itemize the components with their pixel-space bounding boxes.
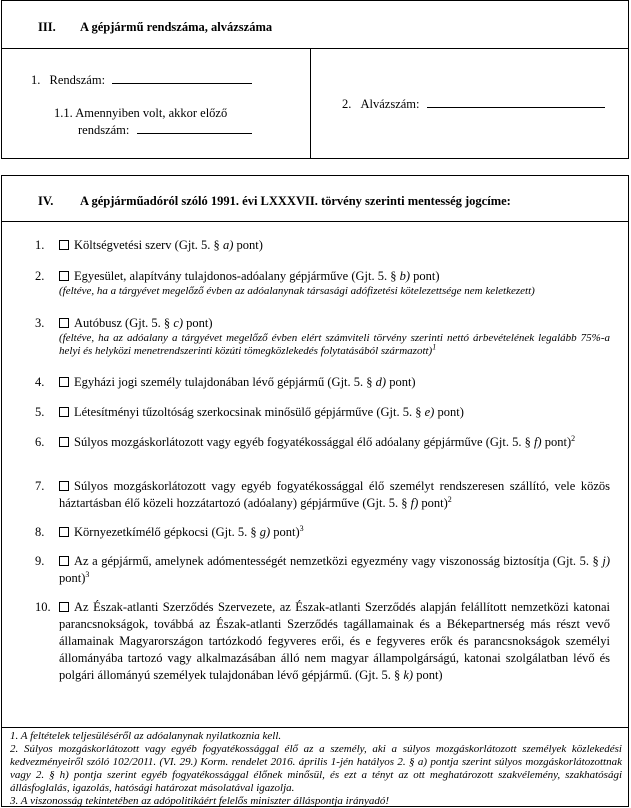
item-suffix: pont) (270, 525, 300, 539)
item-ref: e) (424, 405, 435, 419)
item-number: 3. (35, 316, 45, 330)
item-ref: a) (222, 238, 234, 252)
item-ref: b) (399, 269, 411, 283)
section-3-box (1, 0, 629, 159)
item-text: Környezetkímélő gépkocsi (Gjt. 5. § (74, 525, 257, 539)
item-number: 7. (35, 479, 45, 493)
section-3-title: A gépjármű rendszáma, alvázszáma (80, 20, 273, 34)
item-number: 5. (35, 405, 45, 419)
item-number: 10. (35, 600, 51, 614)
exemption-item[interactable] (35, 599, 610, 684)
item-suffix: pont) (541, 435, 572, 449)
elozo-rendszam-line[interactable] (137, 132, 252, 134)
checkbox[interactable] (59, 481, 69, 491)
item-text: Egyesület, alapítvány tulajdonos-adóalany gépjárműve (Gjt. 5. § (74, 269, 397, 283)
item-text: Az a gépjármű, amelynek adómentességét nemzetközi egyezmény vagy viszonosság biztosítja (Gjt. 5. § (74, 554, 599, 568)
footnote-ref: 3 (299, 523, 304, 533)
item-number: 1. (35, 238, 45, 252)
footnote: 1. A feltételek teljesüléséről az adóalanynak nyilatkoznia kell. (10, 730, 282, 742)
item-text: Súlyos mozgáskorlátozott vagy egyéb fogyatékossággal élő személyt rendszeresen szállító, vele közös háztartásban élő közeli hozzátartozó (adóalany) gépjárműve (Gjt. 5. § (59, 479, 610, 510)
section-3-number: III. (38, 20, 56, 34)
exemption-item[interactable] (35, 268, 610, 298)
item-suffix: pont) (183, 316, 213, 330)
elozo-rendszam-field[interactable] (54, 105, 252, 139)
item-suffix: pont) (410, 269, 440, 283)
footnotes (10, 730, 622, 808)
checkbox[interactable] (59, 407, 69, 417)
footnote: 3. A viszonosság tekintetében az adópolitikáért felelős miniszter álláspontja irányadó! (10, 795, 390, 807)
item-text: Autóbusz (Gjt. 5. § (74, 316, 171, 330)
item-number: 9. (35, 554, 45, 568)
footnote-ref: 1 (432, 342, 437, 352)
item-number: 6. (35, 435, 45, 449)
item-ref: d) (375, 375, 387, 389)
alvazszam-number: 2. (342, 97, 352, 111)
item-suffix: pont) (233, 238, 263, 252)
item-suffix: pont) (386, 375, 416, 389)
item-text: Költségvetési szerv (Gjt. 5. § (74, 238, 220, 252)
item-ref: j) (602, 554, 610, 568)
checkbox[interactable] (59, 271, 69, 281)
footnotes-divider (2, 727, 628, 728)
section-4-number: IV. (38, 194, 54, 208)
item-number: 8. (35, 525, 45, 539)
section-4-header (2, 176, 628, 222)
checkbox[interactable] (59, 437, 69, 447)
exemption-item[interactable] (35, 553, 610, 587)
item-suffix: pont) (413, 668, 443, 682)
item-ref: g) (259, 525, 271, 539)
checkbox[interactable] (59, 527, 69, 537)
item-ref: f) (410, 496, 419, 510)
section-4-title: A gépjárműadóról szóló 1991. évi LXXXVII. törvény szerinti mentesség jogcíme: (80, 194, 511, 208)
rendszam-label: Rendszám: (49, 73, 106, 87)
item-number: 4. (35, 375, 45, 389)
exemption-item[interactable] (35, 434, 610, 451)
checkbox[interactable] (59, 556, 69, 566)
item-note: (feltéve, ha a tárgyévet megelőző évben az adóalanynak társasági adófizetési kötelezettsége nem keletkezett) (59, 285, 535, 297)
item-note (59, 332, 610, 358)
item-suffix: pont) (59, 571, 86, 585)
footnote-ref: 2 (447, 494, 452, 504)
exemption-item[interactable] (35, 315, 610, 358)
checkbox[interactable] (59, 602, 69, 612)
alvazszam-line[interactable] (427, 106, 605, 108)
exemption-item[interactable] (35, 524, 610, 541)
item-note-text: (feltéve, ha az adóalany a tárgyévet megelőző évben elért számviteli törvény szerinti nettó árbevételének legalább 75%-a helyi és helyközi menetrendszerinti közúti tömegközlekedés folytatásából származott) (59, 332, 610, 357)
footnote-ref: 3 (85, 569, 90, 579)
checkbox[interactable] (59, 377, 69, 387)
section-3-divider (310, 48, 311, 158)
footnote-ref: 2 (571, 433, 576, 443)
rendszam-field[interactable] (31, 73, 252, 88)
item-suffix: pont) (418, 496, 448, 510)
section-4-box (1, 175, 629, 807)
item-ref: k) (403, 668, 414, 682)
item-text: Súlyos mozgáskorlátozott vagy egyéb fogyatékossággal élő adóalany gépjárműve (Gjt. 5. § (74, 435, 531, 449)
section-3-header (2, 1, 628, 49)
checkbox[interactable] (59, 318, 69, 328)
checkbox[interactable] (59, 240, 69, 250)
elozo-rendszam-label-2: rendszám: (78, 123, 130, 137)
footnote: 2. Súlyos mozgáskorlátozott vagy egyéb fogyatékossággal élő az a személy, aki a súlyos mozgáskorlátozott személyek közlekedési kedvezményeiről szóló 102/2011. (VI. 29.) Korm. rendelet 2016. április 1-jén hatályos 2. § a) pontja szerint súlyos mozgáskorlátozottnak vagy 2. § h) pontja szerint egyéb fogyatékossággal élőnek minősül, és ezt a tényt az ott meghatározott szakvélemény, szakhatósági állásfoglalás, igazolás, hatósági határozat másolatával igazolja. (10, 743, 622, 794)
item-text: Egyházi jogi személy tulajdonában lévő gépjármű (Gjt. 5. § (74, 375, 373, 389)
item-text: Az Észak-atlanti Szerződés Szervezete, az Észak-atlanti Szerződés alapján felállított nemzetközi katonai parancsnokságok, továbbá az Észak-atlanti Szerződés tagállamainak és a Békepartnerség más részt vevő államainak Magyarországon tartózkodó fegyveres erői, és e fegyveres erők és parancsnokságok személyi állományába tartozó vagy alkalmazásában álló nem magyar állampolgárságú, katonai szolgálatban lévő és polgári állományú személyek tulajdonában lévő gépjármű. (Gjt. 5. § (59, 600, 610, 682)
exemption-item[interactable] (35, 237, 610, 254)
elozo-rendszam-label-1: Amennyiben volt, akkor előző (75, 106, 228, 120)
item-ref: f) (533, 435, 542, 449)
item-text: Létesítményi tűzoltóság szerkocsinak minősülő gépjárműve (Gjt. 5. § (74, 405, 422, 419)
rendszam-line[interactable] (112, 82, 252, 84)
item-ref: c) (173, 316, 184, 330)
item-suffix: pont) (434, 405, 464, 419)
item-number: 2. (35, 269, 45, 283)
elozo-rendszam-number: 1.1. (54, 106, 73, 120)
rendszam-number: 1. (31, 73, 41, 87)
exemption-item[interactable] (35, 478, 610, 512)
alvazszam-label: Alvázszám: (360, 97, 420, 111)
exemption-item[interactable] (35, 404, 610, 421)
exemption-item[interactable] (35, 374, 610, 391)
alvazszam-field[interactable] (342, 97, 605, 112)
